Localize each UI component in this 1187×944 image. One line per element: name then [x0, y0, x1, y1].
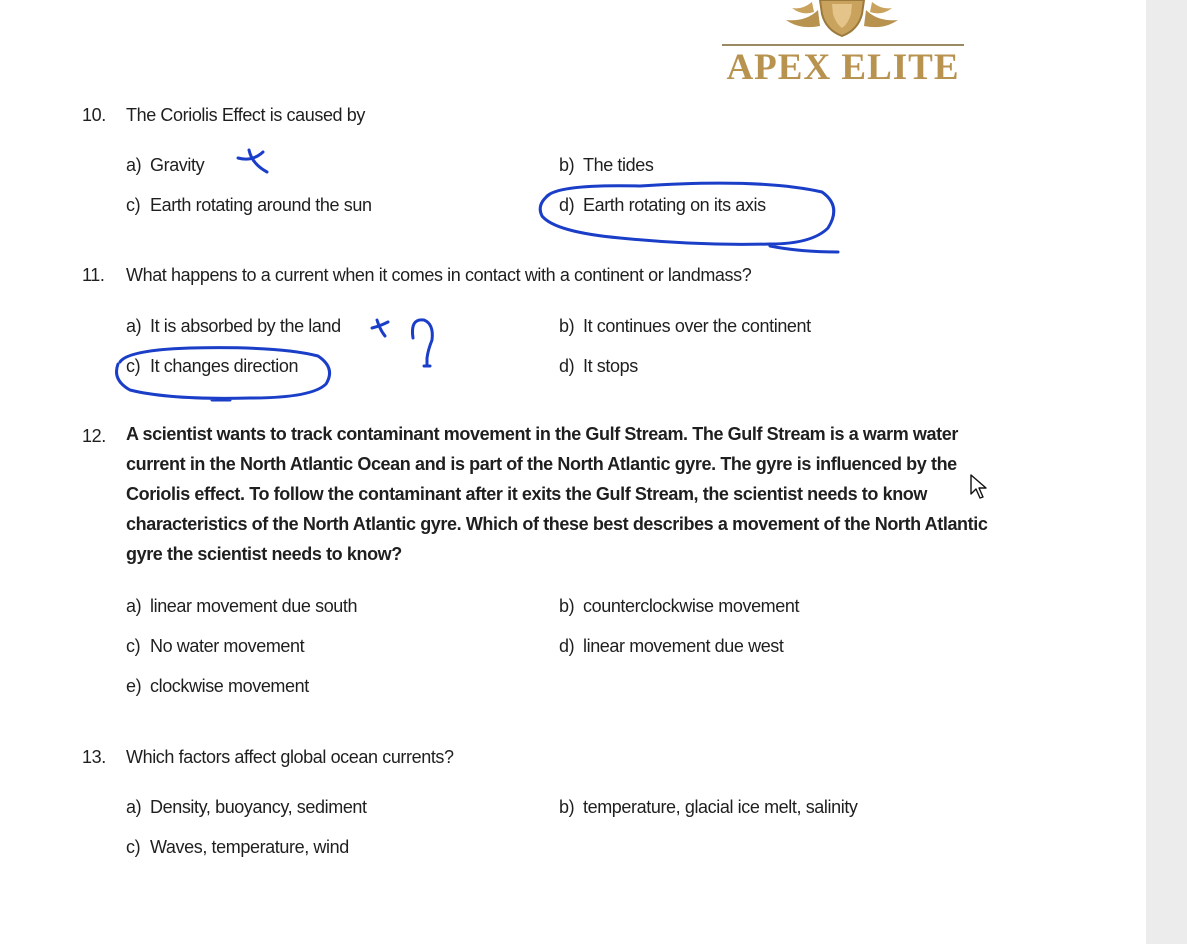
option-text: The tides: [583, 155, 654, 175]
option-letter: a): [126, 155, 142, 175]
option-11c: [126, 356, 298, 377]
question-text: Which factors affect global ocean currents?: [126, 747, 454, 767]
option-text: clockwise movement: [150, 676, 309, 696]
option-text: It is absorbed by the land: [150, 316, 341, 336]
option-text: It changes direction: [150, 356, 299, 376]
option-letter: c): [126, 356, 141, 376]
ink-question-mark: [412, 320, 432, 366]
question-number: 12.: [82, 426, 106, 446]
option-text: linear movement due south: [150, 596, 358, 616]
option-letter: d): [559, 636, 575, 656]
option-text: Earth rotating on its axis: [583, 195, 766, 215]
mouse-pointer-icon: [970, 474, 988, 500]
option-12c: [126, 636, 304, 657]
ink-cross-mark-11a: [372, 320, 388, 336]
option-12e: [126, 676, 309, 697]
scrollbar-track[interactable]: [1146, 0, 1187, 944]
option-10b: [559, 155, 653, 176]
ink-circle-answer-10d: [540, 183, 838, 252]
option-letter: a): [126, 797, 142, 817]
option-12b: [559, 596, 799, 617]
option-11b: [559, 316, 811, 337]
option-11a: [126, 316, 341, 337]
question-text: What happens to a current when it comes in contact with a continent or landmass?: [126, 265, 752, 285]
question-number: 13.: [82, 747, 106, 767]
option-text: linear movement due west: [583, 636, 784, 656]
option-text: It continues over the continent: [583, 316, 811, 336]
option-12d: [559, 636, 784, 657]
option-text: No water movement: [150, 636, 305, 656]
option-letter: d): [559, 195, 575, 215]
option-letter: e): [126, 676, 142, 696]
option-text: Earth rotating around the sun: [150, 195, 372, 215]
option-13a: [126, 797, 367, 818]
question-number: 11.: [82, 265, 105, 285]
question-number: 10.: [82, 105, 106, 125]
option-13b: [559, 797, 858, 818]
laurel-shield-crest-icon: [762, 0, 922, 38]
option-letter: a): [126, 316, 142, 336]
option-letter: b): [559, 797, 575, 817]
option-text: temperature, glacial ice melt, salinity: [583, 797, 858, 817]
option-10a: [126, 155, 204, 176]
option-10d: [559, 195, 766, 216]
apex-elite-logo: [712, 0, 974, 92]
option-letter: b): [559, 155, 575, 175]
ink-cross-mark-10a: [238, 150, 267, 172]
option-letter: c): [126, 837, 141, 857]
option-letter: b): [559, 596, 575, 616]
option-text: Gravity: [150, 155, 205, 175]
option-letter: c): [126, 195, 141, 215]
option-11d: [559, 356, 638, 377]
option-letter: d): [559, 356, 575, 376]
option-12a: [126, 596, 357, 617]
option-13c: [126, 837, 349, 858]
option-text: It stops: [583, 356, 638, 376]
option-letter: a): [126, 596, 142, 616]
option-letter: c): [126, 636, 141, 656]
option-letter: b): [559, 316, 575, 336]
option-text: Waves, temperature, wind: [150, 837, 349, 857]
question-text: The Coriolis Effect is caused by: [126, 105, 365, 125]
question-text: A scientist wants to track contaminant movement in the Gulf Stream. The Gulf Stream is a warm water current in the North Atlantic Ocean and is part of the North Atlantic gyre. The gyre is influenced by the Coriolis effect. To follow the contaminant after it exits the Gulf Stream, the scientist needs to know characteristics of the North Atlantic gyre. Which of these best describes a movement of the North Atlantic gyre the scientist needs to know?: [126, 424, 988, 564]
option-text: counterclockwise movement: [583, 596, 800, 616]
option-text: Density, buoyancy, sediment: [150, 797, 367, 817]
option-10c: [126, 195, 372, 216]
logo-text: APEX ELITE: [726, 47, 960, 88]
